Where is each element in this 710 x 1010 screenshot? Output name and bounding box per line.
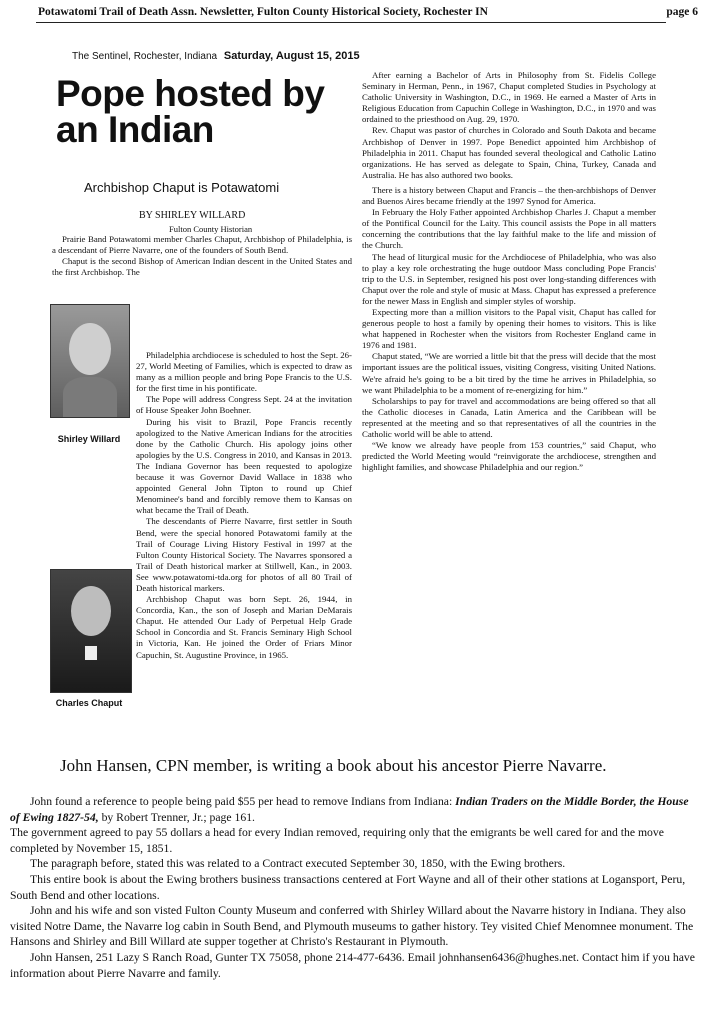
article-body [10,794,700,981]
paragraph [10,794,700,825]
newsletter-title: Potawatomi Trail of Death Assn. Newsletter, Fulton County Historical Society, Rochester IN [38,6,488,18]
paragraph-text: John found a reference to people being paid $55 per head to remove Indians from Indiana: [30,795,456,808]
photo-caption: Charles Chaput [55,698,123,708]
article-subhead: John Hansen, CPN member, is writing a book about his ancestor Pierre Navarre. [60,756,607,775]
paragraph: Philadelphia archdiocese is scheduled to host the Sept. 26-27, World Meeting of Families, which is expected to draw as many as a million people and bring Pope Francis to the U.S. for the first time in his pontificate. [136,350,352,394]
header-rule [36,22,666,23]
paragraph: This entire book is about the Ewing brothers business transactions centered at Fort Wayne and all of their other stations at Logansport, Peru, South Bend and other locations. [10,872,686,902]
newsletter-header [38,6,698,18]
paragraph: The Pope will address Congress Sept. 24 at the invitation of House Speaker John Boehner. [136,394,352,416]
headline: Pope hosted by an Indian [56,73,325,150]
paragraph: Chaput is the second Bishop of American Indian descent in the United States and the first Archbishop. The [52,256,352,278]
paragraph: The paragraph before, stated this was related to a Contract executed September 30, 1850, with the Ewing brothers. [30,857,566,871]
paragraph: In February the Holy Father appointed Archbishop Charles J. Chaput a member of the Pontifical Council for the Laity. This council assists the Pope in all matters concerning the contributions that the lay faithful make to the life and mission of the Church. [362,207,656,251]
dateline-date: Saturday, August 15, 2015 [223,50,360,62]
byline-title: Fulton County Historian [169,224,253,234]
paragraph: John and his wife and son visted Fulton County Museum and conferred with Shirley Willard about the Navarre history in Indiana. They also visited Notre Dame, the Navarre log cabin in South Bend, and Plymouth museums to gather history. Tey visited Chief Menomnee monument. The Hansons and Shirley and Bill Willard ate supper together at Christo's Restaurant in Plymouth. [10,904,694,949]
byline: BY SHIRLEY WILLARD [139,210,246,221]
paragraph: Archbishop Chaput was born Sept. 26, 1944, in Concordia, Kan., the son of Joseph and Marian DeMarais Chaput. He attended Our Lady of Perpetual Help Grade School in Concordia and St. Francis Seminary High School in Victoria, Kan. He joined the Order of Friars Minor Capuchin, St. Augustine Province, in 1965. [136,594,352,660]
paragraph: After earning a Bachelor of Arts in Philosophy from St. Fidelis College Seminary in Herman, Penn., in 1967, Chaput completed Studies in Psychology at Catholic University in Washington, D.C., in 1969. He earned a Master of Arts in Religious Education from Capuchin College in Washington, D.C., in 1970 and was ordained to the priesthood on Aug. 29, 1970. [362,70,656,125]
book-title: Indian Traders on the Middle Border, the House of Ewing 1827-54, [10,795,689,824]
newspaper-clipping [44,46,660,746]
left-column-top [52,234,352,278]
paragraph: The government agreed to pay 55 dollars a head for every Indian removed, requiring only that the emigrants be well cared for and the move completed by November 15, 1851. [10,826,664,855]
paragraph: John Hansen, 251 Lazy S Ranch Road, Gunter TX 75058, phone 214-477-6436. Email johnhansen6436@hughes.net. Contact him if you have information about Pierre Navarre and family. [10,950,695,980]
right-column [362,70,656,473]
page-number: page 6 [666,6,698,18]
photo-caption: Shirley Willard [57,434,121,444]
paragraph: During his visit to Brazil, Pope Francis recently apologized to the Native American Indians for the atrocities done by the Catholic Church. His apology joins other apologies by the U.S. Congress in 2010, and Kansas in 2013. The Indiana Governor has been requested to apologize because it was Governor David Wallace in 1838 who appointed General John Tipton to round up Chief Menominee's band and forcibly remove them to Kansas on what became the Trail of Death. [136,416,352,516]
paragraph: The head of liturgical music for the Archdiocese of Philadelphia, who was also to play a key role orchestrating the huge outdoor Mass concluding Pope Francis' trip to the U.S. in September, resigned his post over long-standing differences with Chaput over the role and style of music at Mass. Chaput has expressed a preference for the newer Mass in English and simpler styles of worship. [362,251,656,306]
dateline-source: The Sentinel, Rochester, Indiana [72,51,218,62]
left-column-rest [136,350,352,661]
paragraph-text: by Robert Trenner, Jr.; page 161. [98,810,255,824]
paragraph: There is a history between Chaput and Francis – the then-archbishops of Denver and Buenos Aires became friendly at the 1997 Synod for America. [362,184,656,207]
paragraph: Chaput stated, “We are worried a little bit that the press will decide that the most important issues are the political issues, visiting Congress, visiting United Nations. We're afraid he's going to be a bit tired by the time he arrives in Philadelphia, so we want Philadelphia to be a moment of re-energizing for him.” [362,351,656,395]
paragraph: Expecting more than a million visitors to the Papal visit, Chaput has called for generous people to host a family by opening their homes to visitors. This is like what happened in Rochester when the visitors from Rochester England came in 1976 and 1981. [362,306,656,351]
paragraph: Prairie Band Potawatomi member Charles Chaput, Archbishop of Philadelphia, is a descendant of Pierre Navarre, one of the founders of South Bend. [52,234,352,256]
shirley-willard-photo [50,304,130,418]
paragraph: The descendants of Pierre Navarre, first settler in South Bend, were the special honored Potawatomi family at the Trail of Courage Living History Festival in 1997 at the Fulton County Historical Society. The Navarres sponsored a Trail of Death historical marker at Stillwell, Kan., in 2003. See www.potawatomi-tda.org for photos of all 80 Trail of Death historical markers. [136,516,352,593]
dateline [72,50,360,62]
paragraph: “We know we already have people from 153 countries,” said Chaput, who predicted the World Meeting would “reinvigorate the archdiocese, strengthen and highlight families, and showcase Philadelphia and our region.” [362,440,656,473]
paragraph: Rev. Chaput was pastor of churches in Colorado and South Dakota and became Archbishop of Denver in 1997. Pope Benedict appointed him Archbishop of Philadelphia in 2011. Chaput has founded several theological and Catholic Latino organizations. He has served as delegate to Spain, China, Turkey, Canada and Australia. He has also authored two books. [362,125,656,180]
deck: Archbishop Chaput is Potawatomi [84,180,280,195]
paragraph: Scholarships to pay for travel and accommodations are being offered so that all the Catholic dioceses in Canada, Latin America and the Caribbean will be represented at the meeting and so that representatives of all the countries in the Catholic world will be able to attend. [362,395,656,439]
charles-chaput-photo [50,569,132,693]
